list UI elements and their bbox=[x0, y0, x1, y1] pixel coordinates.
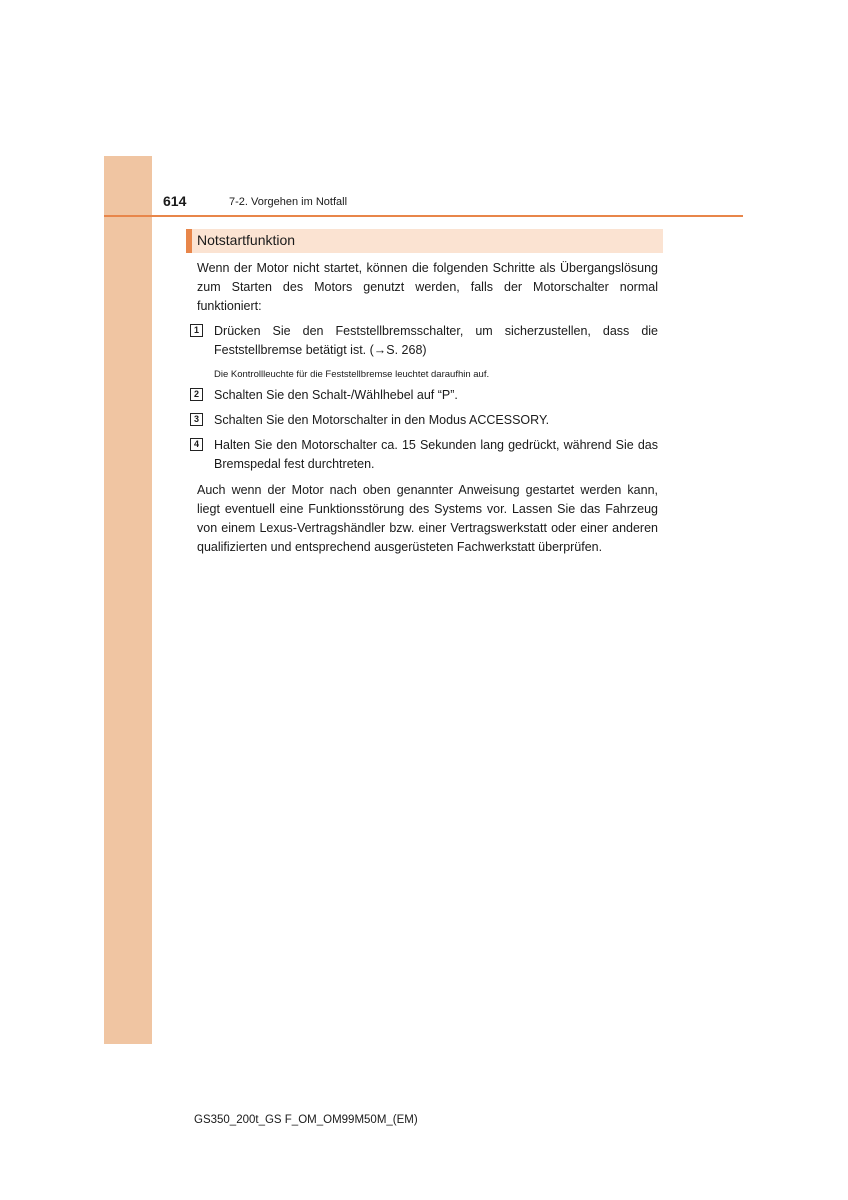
page-number: 614 bbox=[163, 193, 187, 209]
header-divider bbox=[104, 215, 743, 217]
step-number: 4 bbox=[190, 438, 203, 451]
step-text: Schalten Sie den Motorschalter in den Modus ACCESSORY. bbox=[214, 413, 550, 427]
step-text: Drücken Sie den Feststellbremsschalter, um sicherzustellen, dass die Feststellbremse betätigt ist. (→S. 268) bbox=[214, 324, 658, 357]
chapter-side-tab bbox=[104, 156, 152, 1044]
intro-paragraph: Wenn der Motor nicht startet, können die folgenden Schritte als Übergangslösung zum Starten des Motors genutzt werden, falls der Motorschalter normal funktioniert: bbox=[197, 261, 658, 313]
chapter-title: 7-2. Vorgehen im Notfall bbox=[229, 196, 348, 208]
step-number: 3 bbox=[190, 413, 203, 426]
closing-paragraph: Auch wenn der Motor nach oben genannter Anweisung gestartet werden kann, liegt eventuell eine Funktionsstörung des Systems vor. Lassen Sie das Fahrzeug von einem Lexus-Vertragshändler bzw. einer Vertragswerkstatt oder einer anderen qualifizierten und entsprechend ausgerüsteten Fachwerkstatt überprüfen. bbox=[197, 483, 658, 554]
step-text: Schalten Sie den Schalt-/Wählhebel auf “P”. bbox=[214, 388, 458, 402]
step-text: Halten Sie den Motorschalter ca. 15 Sekunden lang gedrückt, während Sie das Bremspedal fest durchtreten. bbox=[214, 438, 658, 471]
section-title: Notstartfunktion bbox=[197, 232, 296, 248]
step-number: 1 bbox=[190, 324, 203, 337]
footer-document-code: GS350_200t_GS F_OM_OM99M50M_(EM) bbox=[194, 1114, 418, 1126]
step-1-note: Die Kontrollleuchte für die Feststellbremse leuchtet daraufhin auf. bbox=[214, 369, 490, 380]
step-number: 2 bbox=[190, 388, 203, 401]
